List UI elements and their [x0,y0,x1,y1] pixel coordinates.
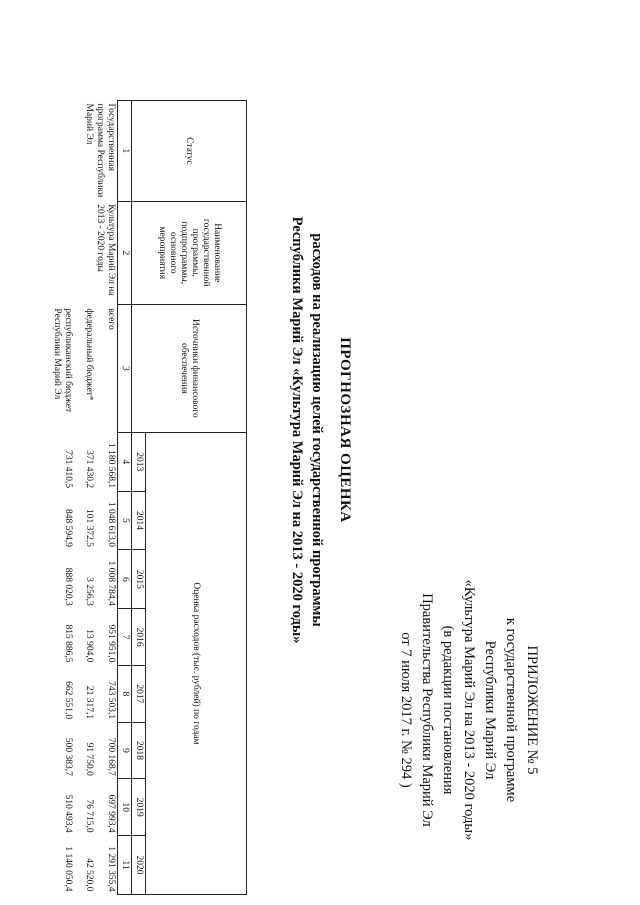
document-subtitle: расходов на реализацию целей государственной программы [309,233,325,627]
value-cell: 888 020,3 [63,567,73,606]
source-cell: всего [106,308,116,330]
header-year: 2018 [132,722,146,779]
source-cell: республиканский бюджет Республики Марий Эл [52,308,73,413]
header-year: 2014 [132,491,146,550]
header-source: Источники финансового обеспечения [132,304,247,432]
column-number: 10 [118,779,132,836]
table-header-row [146,101,247,895]
value-cell: 700 168,7 [106,737,116,776]
value-cell: 21 317,1 [84,685,95,720]
value-cell: 951 951,0 [106,624,116,663]
value-cell: 697 993,4 [106,794,116,833]
program-name-cell: Культура Марий Эл на 2013 - 2020 годы [95,204,116,296]
annex-line: к государственной программе [503,617,519,803]
value-cell: 1 140 050,4 [63,846,73,892]
header-year: 2020 [132,836,146,895]
value-cell: 1 008 784,4 [106,560,116,606]
value-cell: 13 904,0 [84,629,95,663]
table-column-numbers-row [118,101,132,895]
header-year: 2013 [132,432,146,491]
status-cell: Государственная программа Республики Марий Эл [84,103,116,198]
header-year: 2017 [132,665,146,722]
annex-decree-date: от 7 июля 2017 г. № 294 ) [398,632,414,788]
value-cell: 500 383,7 [63,737,73,776]
source-cell: федеральный бюджет* [84,308,95,401]
value-cell: 91 750,0 [84,742,95,776]
value-cell: 1 048 613,0 [106,501,116,547]
annex-number: ПРИЛОЖЕНИЕ № 5 [524,645,540,775]
header-year: 2019 [132,779,146,836]
header-year: 2016 [132,609,146,666]
annex-line: (в редакции постановления [440,625,456,795]
column-number: 7 [118,609,132,666]
column-number: 2 [118,201,132,304]
header-status: Статус [132,101,247,202]
document-subtitle-program: Республики Марий Эл «Культура Марий Эл на 2013 - 2020 годы» [289,216,305,644]
value-cell: 743 503,1 [106,681,116,720]
table-row [104,101,118,895]
column-number: 11 [118,836,132,895]
value-cell: 662 551,0 [63,681,73,720]
value-cell: 848 594,9 [63,508,73,547]
annex-line: Республики Марий Эл [482,640,498,780]
column-number: 3 [118,304,132,432]
header-estimate: Оценка расходов (тыс. рублей) по годам [146,432,247,894]
column-number: 4 [118,432,132,491]
header-year: 2015 [132,550,146,609]
value-cell: 42 520,0 [84,858,95,892]
document-title: ПРОГНОЗНАЯ ОЦЕНКА [337,337,353,523]
value-cell: 1 180 568,1 [106,443,116,489]
value-cell: 3 256,3 [84,577,95,606]
value-cell: 815 886,5 [63,624,73,663]
column-number: 1 [118,101,132,202]
value-cell: 731 410,5 [63,450,73,489]
header-name: Наименование государственной программы, подпрограммы, основного мероприятия [132,201,247,304]
annex-line: Правительства Республики Марий Эл [419,593,435,827]
value-cell: 76 715,0 [84,799,95,833]
annex-program-name: «Культура Марий Эл на 2013 - 2020 годы» [461,579,477,841]
annex-block [395,560,542,860]
column-number: 5 [118,491,132,550]
estimate-table [50,100,247,895]
title-block [287,150,353,710]
value-cell: 1 291 355,4 [106,846,116,892]
column-number: 8 [118,665,132,722]
value-cell: 371 430,2 [84,450,95,489]
value-cell: 101 372,5 [84,508,95,547]
column-number: 9 [118,722,132,779]
column-number: 6 [118,550,132,609]
value-cell: 510 493,4 [63,794,73,833]
